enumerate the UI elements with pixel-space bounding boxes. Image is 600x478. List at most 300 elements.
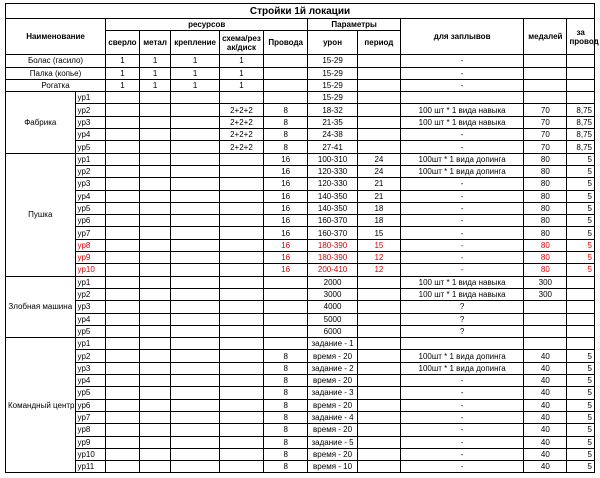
drill-cell: 1 bbox=[106, 55, 140, 67]
period-cell bbox=[357, 313, 400, 325]
scheme-cell: 1 bbox=[219, 79, 263, 91]
level-cell: ур4 bbox=[75, 129, 106, 141]
item-name-cell: Рогатка bbox=[6, 79, 106, 91]
mount-cell bbox=[171, 362, 219, 374]
metal-cell bbox=[139, 104, 171, 116]
damage-cell: 120-330 bbox=[308, 178, 358, 190]
swim-cell: 100шт * 1 вида допинга bbox=[401, 350, 524, 362]
wires-cell: 8 bbox=[264, 350, 308, 362]
scheme-cell bbox=[219, 202, 263, 214]
wires-cell: 16 bbox=[264, 202, 308, 214]
metal-cell bbox=[139, 190, 171, 202]
header-metal: метал bbox=[139, 31, 171, 55]
damage-cell: 6000 bbox=[308, 325, 358, 337]
swim-cell: - bbox=[401, 448, 524, 460]
drill-cell bbox=[106, 448, 140, 460]
scheme-cell bbox=[219, 387, 263, 399]
table-row bbox=[6, 92, 595, 104]
drill-cell bbox=[106, 350, 140, 362]
per-wire-cell: 5 bbox=[567, 399, 595, 411]
wires-cell bbox=[264, 55, 308, 67]
header-wires: Провода bbox=[264, 31, 308, 55]
metal-cell bbox=[139, 436, 171, 448]
mount-cell: 1 bbox=[171, 67, 219, 79]
drill-cell bbox=[106, 116, 140, 128]
medals-cell: 300 bbox=[524, 288, 567, 300]
swim-cell: 100 шт * 1 вида навыка bbox=[401, 104, 524, 116]
scheme-cell bbox=[219, 252, 263, 264]
header-scheme: схема/рез ак/диск bbox=[219, 31, 263, 55]
per-wire-cell: 8,75 bbox=[567, 116, 595, 128]
damage-cell: 15-29 bbox=[308, 92, 358, 104]
wires-cell: 8 bbox=[264, 436, 308, 448]
damage-cell: 15-29 bbox=[308, 67, 358, 79]
metal-cell bbox=[139, 424, 171, 436]
drill-cell bbox=[106, 129, 140, 141]
level-cell: ур7 bbox=[75, 227, 106, 239]
damage-cell: 140-350 bbox=[308, 202, 358, 214]
scheme-cell bbox=[219, 190, 263, 202]
level-cell: ур6 bbox=[75, 215, 106, 227]
drill-cell bbox=[106, 461, 140, 473]
swim-cell: 100 шт * 1 вида навыка bbox=[401, 276, 524, 288]
period-cell: 24 bbox=[357, 165, 400, 177]
scheme-cell bbox=[219, 92, 263, 104]
period-cell: 18 bbox=[357, 215, 400, 227]
period-cell bbox=[357, 67, 400, 79]
wires-cell: 8 bbox=[264, 461, 308, 473]
metal-cell bbox=[139, 165, 171, 177]
table-row bbox=[6, 67, 595, 79]
wires-cell: 16 bbox=[264, 190, 308, 202]
mount-cell bbox=[171, 461, 219, 473]
level-cell: ур5 bbox=[75, 325, 106, 337]
table-row bbox=[6, 252, 595, 264]
swim-cell: - bbox=[401, 399, 524, 411]
wires-cell bbox=[264, 92, 308, 104]
medals-cell: 80 bbox=[524, 227, 567, 239]
per-wire-cell bbox=[567, 301, 595, 313]
period-cell bbox=[357, 448, 400, 460]
damage-cell: 3000 bbox=[308, 288, 358, 300]
damage-cell: задание - 4 bbox=[308, 411, 358, 423]
damage-cell: 120-330 bbox=[308, 165, 358, 177]
period-cell bbox=[357, 461, 400, 473]
table-row bbox=[6, 411, 595, 423]
table-row bbox=[6, 448, 595, 460]
metal-cell bbox=[139, 461, 171, 473]
per-wire-cell bbox=[567, 67, 595, 79]
drill-cell bbox=[106, 362, 140, 374]
damage-cell: время - 20 bbox=[308, 399, 358, 411]
mount-cell bbox=[171, 411, 219, 423]
per-wire-cell: 5 bbox=[567, 153, 595, 165]
mount-cell bbox=[171, 424, 219, 436]
mount-cell bbox=[171, 227, 219, 239]
group-name-cell: Командный центр bbox=[6, 338, 76, 473]
damage-cell: время - 20 bbox=[308, 448, 358, 460]
level-cell: ур2 bbox=[75, 350, 106, 362]
drill-cell bbox=[106, 301, 140, 313]
table-row bbox=[6, 215, 595, 227]
damage-cell: задание - 2 bbox=[308, 362, 358, 374]
medals-cell: 40 bbox=[524, 436, 567, 448]
period-cell: 12 bbox=[357, 252, 400, 264]
mount-cell bbox=[171, 350, 219, 362]
table-row bbox=[6, 461, 595, 473]
damage-cell: время - 20 bbox=[308, 350, 358, 362]
damage-cell: 27-41 bbox=[308, 141, 358, 153]
mount-cell bbox=[171, 252, 219, 264]
swim-cell: 100 шт * 1 вида навыка bbox=[401, 116, 524, 128]
per-wire-cell bbox=[567, 55, 595, 67]
header-drill: сверло bbox=[106, 31, 140, 55]
damage-cell: 140-350 bbox=[308, 190, 358, 202]
group-name-cell: Пушка bbox=[6, 153, 76, 276]
wires-cell: 16 bbox=[264, 165, 308, 177]
group-name-cell: Фабрика bbox=[6, 92, 76, 153]
header-params: Параметры bbox=[308, 19, 401, 31]
metal-cell bbox=[139, 215, 171, 227]
metal-cell bbox=[139, 153, 171, 165]
drill-cell bbox=[106, 141, 140, 153]
wires-cell: 16 bbox=[264, 153, 308, 165]
swim-cell: 100шт * 1 вида допинга bbox=[401, 153, 524, 165]
per-wire-cell bbox=[567, 92, 595, 104]
drill-cell bbox=[106, 165, 140, 177]
mount-cell bbox=[171, 215, 219, 227]
per-wire-cell: 5 bbox=[567, 215, 595, 227]
drill-cell bbox=[106, 411, 140, 423]
level-cell: ур5 bbox=[75, 387, 106, 399]
table-row bbox=[6, 301, 595, 313]
swim-cell: ? bbox=[401, 313, 524, 325]
drill-cell bbox=[106, 227, 140, 239]
medals-cell: 40 bbox=[524, 424, 567, 436]
mount-cell bbox=[171, 338, 219, 350]
mount-cell bbox=[171, 129, 219, 141]
level-cell: ур8 bbox=[75, 239, 106, 251]
mount-cell: 1 bbox=[171, 79, 219, 91]
scheme-cell: 2+2+2 bbox=[219, 104, 263, 116]
damage-cell: время - 20 bbox=[308, 424, 358, 436]
scheme-cell bbox=[219, 375, 263, 387]
scheme-cell bbox=[219, 215, 263, 227]
medals-cell: 80 bbox=[524, 252, 567, 264]
period-cell: 12 bbox=[357, 264, 400, 276]
level-cell: ур4 bbox=[75, 190, 106, 202]
scheme-cell bbox=[219, 338, 263, 350]
table-row bbox=[6, 288, 595, 300]
item-name-cell: Палка (копье) bbox=[6, 67, 106, 79]
damage-cell: 24-38 bbox=[308, 129, 358, 141]
drill-cell bbox=[106, 436, 140, 448]
swim-cell: - bbox=[401, 387, 524, 399]
table-row bbox=[6, 141, 595, 153]
metal-cell bbox=[139, 387, 171, 399]
mount-cell bbox=[171, 276, 219, 288]
scheme-cell bbox=[219, 227, 263, 239]
per-wire-cell: 5 bbox=[567, 227, 595, 239]
swim-cell: - bbox=[401, 239, 524, 251]
damage-cell: 180-390 bbox=[308, 252, 358, 264]
medals-cell: 80 bbox=[524, 264, 567, 276]
medals-cell bbox=[524, 55, 567, 67]
scheme-cell bbox=[219, 325, 263, 337]
level-cell: ур1 bbox=[75, 92, 106, 104]
table-row bbox=[6, 362, 595, 374]
metal-cell bbox=[139, 288, 171, 300]
level-cell: ур3 bbox=[75, 301, 106, 313]
mount-cell bbox=[171, 116, 219, 128]
swim-cell: - bbox=[401, 411, 524, 423]
swim-cell bbox=[401, 92, 524, 104]
medals-cell: 40 bbox=[524, 399, 567, 411]
swim-cell: - bbox=[401, 202, 524, 214]
scheme-cell bbox=[219, 350, 263, 362]
period-cell bbox=[357, 350, 400, 362]
metal-cell bbox=[139, 313, 171, 325]
table-row bbox=[6, 153, 595, 165]
damage-cell: 5000 bbox=[308, 313, 358, 325]
wires-cell: 8 bbox=[264, 375, 308, 387]
swim-cell: - bbox=[401, 461, 524, 473]
medals-cell: 40 bbox=[524, 362, 567, 374]
period-cell bbox=[357, 411, 400, 423]
swim-cell: - bbox=[401, 141, 524, 153]
scheme-cell: 2+2+2 bbox=[219, 129, 263, 141]
medals-cell: 70 bbox=[524, 116, 567, 128]
scheme-cell bbox=[219, 165, 263, 177]
medals-cell: 80 bbox=[524, 153, 567, 165]
scheme-cell bbox=[219, 264, 263, 276]
wires-cell: 8 bbox=[264, 362, 308, 374]
per-wire-cell: 5 bbox=[567, 411, 595, 423]
swim-cell: - bbox=[401, 55, 524, 67]
medals-cell: 80 bbox=[524, 190, 567, 202]
metal-cell bbox=[139, 399, 171, 411]
per-wire-cell: 5 bbox=[567, 239, 595, 251]
per-wire-cell: 5 bbox=[567, 178, 595, 190]
per-wire-cell: 5 bbox=[567, 202, 595, 214]
level-cell: ур10 bbox=[75, 448, 106, 460]
per-wire-cell: 5 bbox=[567, 252, 595, 264]
damage-cell: 4000 bbox=[308, 301, 358, 313]
metal-cell bbox=[139, 325, 171, 337]
per-wire-cell bbox=[567, 325, 595, 337]
level-cell: ур2 bbox=[75, 104, 106, 116]
drill-cell bbox=[106, 264, 140, 276]
wires-cell bbox=[264, 79, 308, 91]
wires-cell: 8 bbox=[264, 141, 308, 153]
metal-cell bbox=[139, 338, 171, 350]
metal-cell: 1 bbox=[139, 79, 171, 91]
header-name: Наименование bbox=[6, 19, 106, 55]
level-cell: ур1 bbox=[75, 276, 106, 288]
level-cell: ур9 bbox=[75, 436, 106, 448]
scheme-cell bbox=[219, 313, 263, 325]
period-cell bbox=[357, 104, 400, 116]
medals-cell: 300 bbox=[524, 276, 567, 288]
medals-cell: 70 bbox=[524, 129, 567, 141]
period-cell: 15 bbox=[357, 239, 400, 251]
scheme-cell bbox=[219, 288, 263, 300]
per-wire-cell: 8,75 bbox=[567, 129, 595, 141]
scheme-cell bbox=[219, 178, 263, 190]
drill-cell bbox=[106, 375, 140, 387]
drill-cell bbox=[106, 338, 140, 350]
period-cell bbox=[357, 129, 400, 141]
medals-cell: 80 bbox=[524, 178, 567, 190]
level-cell: ур5 bbox=[75, 141, 106, 153]
mount-cell bbox=[171, 202, 219, 214]
metal-cell bbox=[139, 227, 171, 239]
per-wire-cell: 8,75 bbox=[567, 104, 595, 116]
wires-cell bbox=[264, 288, 308, 300]
drill-cell bbox=[106, 313, 140, 325]
damage-cell: время - 20 bbox=[308, 375, 358, 387]
period-cell bbox=[357, 436, 400, 448]
scheme-cell bbox=[219, 301, 263, 313]
wires-cell: 8 bbox=[264, 424, 308, 436]
level-cell: ур3 bbox=[75, 178, 106, 190]
mount-cell bbox=[171, 153, 219, 165]
metal-cell bbox=[139, 350, 171, 362]
drill-cell bbox=[106, 252, 140, 264]
scheme-cell bbox=[219, 399, 263, 411]
mount-cell bbox=[171, 375, 219, 387]
period-cell bbox=[357, 55, 400, 67]
swim-cell: 100шт * 1 вида допинга bbox=[401, 165, 524, 177]
level-cell: ур3 bbox=[75, 116, 106, 128]
level-cell: ур9 bbox=[75, 252, 106, 264]
medals-cell: 80 bbox=[524, 239, 567, 251]
metal-cell bbox=[139, 448, 171, 460]
swim-cell: - bbox=[401, 190, 524, 202]
table-row bbox=[6, 338, 595, 350]
mount-cell bbox=[171, 448, 219, 460]
damage-cell: 2000 bbox=[308, 276, 358, 288]
period-cell bbox=[357, 362, 400, 374]
table-row bbox=[6, 116, 595, 128]
table-row bbox=[6, 55, 595, 67]
scheme-cell bbox=[219, 153, 263, 165]
header-medals: медалей bbox=[524, 19, 567, 55]
level-cell: ур3 bbox=[75, 362, 106, 374]
mount-cell bbox=[171, 313, 219, 325]
metal-cell bbox=[139, 375, 171, 387]
drill-cell: 1 bbox=[106, 67, 140, 79]
damage-cell: 160-370 bbox=[308, 227, 358, 239]
damage-cell: 160-370 bbox=[308, 215, 358, 227]
period-cell: 21 bbox=[357, 178, 400, 190]
mount-cell bbox=[171, 264, 219, 276]
metal-cell bbox=[139, 129, 171, 141]
medals-cell bbox=[524, 313, 567, 325]
drill-cell bbox=[106, 288, 140, 300]
period-cell: 24 bbox=[357, 153, 400, 165]
medals-cell: 40 bbox=[524, 461, 567, 473]
item-name-cell: Болас (гасило) bbox=[6, 55, 106, 67]
swim-cell: ? bbox=[401, 301, 524, 313]
period-cell bbox=[357, 116, 400, 128]
swim-cell: - bbox=[401, 129, 524, 141]
wires-cell bbox=[264, 313, 308, 325]
group-name-cell: Злобная машина bbox=[6, 276, 76, 337]
header-per-wire: за провод bbox=[567, 19, 595, 55]
damage-cell: 15-29 bbox=[308, 55, 358, 67]
table-row bbox=[6, 239, 595, 251]
scheme-cell bbox=[219, 436, 263, 448]
swim-cell: - bbox=[401, 67, 524, 79]
table-row bbox=[6, 264, 595, 276]
table-row bbox=[6, 178, 595, 190]
wires-cell: 16 bbox=[264, 239, 308, 251]
period-cell bbox=[357, 141, 400, 153]
wires-cell: 16 bbox=[264, 264, 308, 276]
period-cell: 21 bbox=[357, 190, 400, 202]
period-cell: 18 bbox=[357, 202, 400, 214]
mount-cell bbox=[171, 165, 219, 177]
mount-cell bbox=[171, 325, 219, 337]
mount-cell bbox=[171, 239, 219, 251]
drill-cell bbox=[106, 92, 140, 104]
period-cell bbox=[357, 387, 400, 399]
drill-cell bbox=[106, 190, 140, 202]
medals-cell bbox=[524, 67, 567, 79]
wires-cell: 8 bbox=[264, 387, 308, 399]
level-cell: ур1 bbox=[75, 153, 106, 165]
drill-cell: 1 bbox=[106, 79, 140, 91]
wires-cell: 8 bbox=[264, 448, 308, 460]
header-damage: урон bbox=[308, 31, 358, 55]
scheme-cell bbox=[219, 448, 263, 460]
header-mount: крепление bbox=[171, 31, 219, 55]
period-cell bbox=[357, 92, 400, 104]
medals-cell: 80 bbox=[524, 202, 567, 214]
drill-cell bbox=[106, 276, 140, 288]
swim-cell: - bbox=[401, 375, 524, 387]
metal-cell bbox=[139, 264, 171, 276]
damage-cell: 180-390 bbox=[308, 239, 358, 251]
medals-cell bbox=[524, 92, 567, 104]
per-wire-cell: 5 bbox=[567, 350, 595, 362]
metal-cell bbox=[139, 141, 171, 153]
level-cell: ур2 bbox=[75, 165, 106, 177]
drill-cell bbox=[106, 178, 140, 190]
medals-cell: 80 bbox=[524, 215, 567, 227]
metal-cell bbox=[139, 411, 171, 423]
scheme-cell: 1 bbox=[219, 55, 263, 67]
medals-cell bbox=[524, 338, 567, 350]
drill-cell bbox=[106, 399, 140, 411]
metal-cell: 1 bbox=[139, 67, 171, 79]
medals-cell: 40 bbox=[524, 350, 567, 362]
mount-cell bbox=[171, 104, 219, 116]
medals-cell: 40 bbox=[524, 411, 567, 423]
mount-cell: 1 bbox=[171, 55, 219, 67]
table-row bbox=[6, 387, 595, 399]
scheme-cell bbox=[219, 239, 263, 251]
wires-cell: 8 bbox=[264, 129, 308, 141]
swim-cell: 100шт * 1 вида допинга bbox=[401, 362, 524, 374]
metal-cell bbox=[139, 301, 171, 313]
level-cell: ур6 bbox=[75, 399, 106, 411]
level-cell: ур4 bbox=[75, 313, 106, 325]
medals-cell bbox=[524, 79, 567, 91]
table-row bbox=[6, 190, 595, 202]
table-row bbox=[6, 202, 595, 214]
